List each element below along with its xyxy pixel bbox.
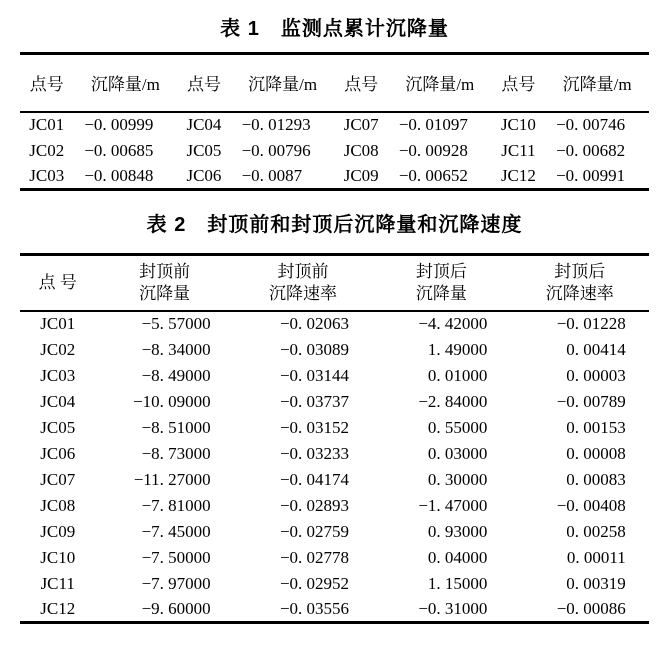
table-2-title: 表 2 封顶前和封顶后沉降量和沉降速度 xyxy=(146,213,523,236)
value-cell xyxy=(372,415,510,441)
table-row xyxy=(20,441,649,467)
point-id-cell: JC05 xyxy=(40,417,76,437)
value-cell xyxy=(372,311,510,337)
point-id-cell: JC08 xyxy=(343,140,379,160)
point-id-cell: JC10 xyxy=(40,547,76,567)
header-line: 沉降速率 xyxy=(269,283,338,303)
point-id-cell: JC11 xyxy=(501,140,536,160)
post-capping-settlement: 0. 03000 xyxy=(427,443,488,463)
header-line: 封顶后 xyxy=(415,261,467,281)
post-capping-settlement: −1. 47000 xyxy=(418,495,488,515)
point-id-cell: JC12 xyxy=(500,165,536,185)
point-id-cell: JC02 xyxy=(40,339,76,359)
value-cell xyxy=(372,363,510,389)
col-header-settlement: 沉降量/m xyxy=(90,75,160,95)
value-cell xyxy=(95,441,233,467)
value-cell xyxy=(511,571,649,597)
settlement-value: −0. 01293 xyxy=(241,115,311,134)
point-id-cell: JC09 xyxy=(343,165,379,185)
value-cell xyxy=(372,389,510,415)
header-line: 点 号 xyxy=(38,272,77,292)
post-capping-settlement: 0. 01000 xyxy=(427,365,488,385)
settlement-value: −0. 00991 xyxy=(556,165,626,185)
pre-capping-settlement: −8. 51000 xyxy=(141,417,211,437)
point-id-cell: JC02 xyxy=(29,140,65,160)
table-row xyxy=(20,467,649,493)
pre-capping-settlement: −7. 45000 xyxy=(141,521,211,541)
settlement-value: −0. 00682 xyxy=(556,140,626,160)
value-cell xyxy=(388,138,492,164)
header-line: 封顶前 xyxy=(139,261,191,281)
col-header-point-id: 点号 xyxy=(344,75,379,95)
col-header-point-id xyxy=(20,255,95,311)
pre-capping-rate: −0. 03152 xyxy=(279,417,350,437)
value-cell xyxy=(234,337,372,363)
value-cell xyxy=(234,311,372,337)
post-capping-rate: 0. 00414 xyxy=(566,339,626,359)
value-cell xyxy=(372,493,510,519)
post-capping-rate: 0. 00008 xyxy=(566,443,626,463)
settlement-value: −0. 0087 xyxy=(241,165,303,185)
value-cell xyxy=(234,519,372,545)
table-2-settlement-before-after-capping xyxy=(20,253,649,624)
post-capping-settlement: 0. 93000 xyxy=(427,521,488,541)
col-header-pre-capping-settlement-rate xyxy=(234,255,372,311)
value-cell xyxy=(511,597,649,623)
value-cell xyxy=(388,112,492,138)
table-row xyxy=(20,389,649,415)
post-capping-rate: 0. 00153 xyxy=(566,417,626,437)
post-capping-rate: 0. 00083 xyxy=(566,469,626,489)
post-capping-rate: −0. 00086 xyxy=(556,598,626,618)
value-cell xyxy=(545,112,649,138)
settlement-value: −0. 00746 xyxy=(556,115,626,134)
value-cell xyxy=(234,571,372,597)
col-header-settlement: 沉降量/m xyxy=(405,75,475,95)
table-row xyxy=(20,311,649,337)
value-cell xyxy=(95,363,233,389)
point-id-cell: JC03 xyxy=(29,165,65,185)
table-1-header-row xyxy=(20,54,649,112)
value-cell xyxy=(372,467,510,493)
value-cell xyxy=(511,311,649,337)
point-id-cell: JC10 xyxy=(500,115,536,134)
settlement-value: −0. 00848 xyxy=(84,165,154,185)
col-header-point-id: 点号 xyxy=(186,75,221,95)
pre-capping-settlement: −9. 60000 xyxy=(141,598,211,618)
post-capping-settlement: −2. 84000 xyxy=(418,391,488,411)
table-row xyxy=(20,415,649,441)
value-cell xyxy=(372,545,510,571)
pre-capping-settlement: −10. 09000 xyxy=(133,391,211,411)
value-cell xyxy=(372,441,510,467)
pre-capping-rate: −0. 02893 xyxy=(279,495,350,515)
table-row xyxy=(20,597,649,623)
value-cell xyxy=(95,519,233,545)
header-line: 封顶后 xyxy=(554,261,606,281)
value-cell xyxy=(511,467,649,493)
pre-capping-settlement: −8. 49000 xyxy=(141,365,211,385)
point-id-cell: JC12 xyxy=(40,598,76,618)
post-capping-settlement: −0. 31000 xyxy=(418,598,488,618)
value-cell xyxy=(95,467,233,493)
post-capping-settlement: 1. 15000 xyxy=(427,573,488,593)
pre-capping-settlement: −7. 81000 xyxy=(141,495,211,515)
point-id-cell: JC07 xyxy=(343,115,379,134)
value-cell xyxy=(234,363,372,389)
post-capping-settlement: 1. 49000 xyxy=(427,339,488,359)
value-cell xyxy=(234,389,372,415)
table-row xyxy=(20,363,649,389)
pre-capping-rate: −0. 02759 xyxy=(279,521,350,541)
col-header-point-id: 点号 xyxy=(501,75,536,95)
value-cell xyxy=(511,545,649,571)
value-cell xyxy=(511,519,649,545)
post-capping-settlement: −4. 42000 xyxy=(418,314,488,333)
pre-capping-rate: −0. 04174 xyxy=(279,469,350,489)
header-line: 沉降量 xyxy=(139,283,191,303)
pre-capping-settlement: −8. 34000 xyxy=(141,339,211,359)
value-cell xyxy=(545,138,649,164)
point-id-cell: JC09 xyxy=(40,521,76,541)
post-capping-rate: −0. 00789 xyxy=(556,391,626,411)
col-header-point-id: 点号 xyxy=(29,75,64,95)
value-cell xyxy=(95,337,233,363)
value-cell xyxy=(95,415,233,441)
pre-capping-settlement: −8. 73000 xyxy=(141,443,211,463)
settlement-value: −0. 00796 xyxy=(241,140,311,160)
value-cell xyxy=(95,311,233,337)
table-row xyxy=(20,571,649,597)
value-cell xyxy=(234,415,372,441)
value-cell xyxy=(372,519,510,545)
post-capping-rate: 0. 00011 xyxy=(566,547,626,567)
table-row xyxy=(20,493,649,519)
pre-capping-rate: −0. 02063 xyxy=(279,314,350,333)
header-line: 沉降量 xyxy=(415,283,467,303)
table-row xyxy=(20,164,649,190)
point-id-cell: JC11 xyxy=(40,573,75,593)
pre-capping-rate: −0. 03556 xyxy=(279,598,350,618)
value-cell xyxy=(231,138,335,164)
settlement-value: −0. 00999 xyxy=(84,115,154,134)
post-capping-rate: 0. 00003 xyxy=(566,365,626,385)
pre-capping-rate: −0. 03144 xyxy=(279,365,350,385)
value-cell xyxy=(234,597,372,623)
point-id-cell: JC07 xyxy=(40,469,76,489)
table-2-header-row xyxy=(20,255,649,311)
value-cell xyxy=(372,571,510,597)
pre-capping-rate: −0. 02778 xyxy=(279,547,350,567)
value-cell xyxy=(234,441,372,467)
point-id-cell: JC06 xyxy=(186,165,222,185)
table-row xyxy=(20,545,649,571)
value-cell xyxy=(95,389,233,415)
settlement-value: −0. 00685 xyxy=(84,140,154,160)
col-header-post-capping-settlement-rate xyxy=(511,255,649,311)
value-cell xyxy=(73,112,177,138)
col-header-settlement: 沉降量/m xyxy=(562,75,632,95)
settlement-value: −0. 00652 xyxy=(398,165,468,185)
col-header-post-capping-settlement xyxy=(372,255,510,311)
value-cell xyxy=(234,493,372,519)
settlement-value: −0. 00928 xyxy=(398,140,468,160)
post-capping-rate: 0. 00319 xyxy=(566,573,626,593)
point-id-cell: JC06 xyxy=(40,443,76,463)
value-cell xyxy=(231,164,335,190)
value-cell xyxy=(545,164,649,190)
point-id-cell: JC01 xyxy=(29,115,65,134)
table-row xyxy=(20,519,649,545)
point-id-cell: JC04 xyxy=(40,391,76,411)
point-id-cell: JC04 xyxy=(186,115,222,134)
post-capping-rate: 0. 00258 xyxy=(566,521,626,541)
value-cell xyxy=(511,415,649,441)
settlement-value: −0. 01097 xyxy=(398,115,468,134)
value-cell xyxy=(95,493,233,519)
post-capping-settlement: 0. 04000 xyxy=(427,547,488,567)
header-line: 沉降速率 xyxy=(545,283,614,303)
pre-capping-settlement: −11. 27000 xyxy=(133,469,211,489)
value-cell xyxy=(95,597,233,623)
point-id-cell: JC08 xyxy=(40,495,76,515)
header-line: 封顶前 xyxy=(277,261,329,281)
value-cell xyxy=(231,112,335,138)
col-header-settlement: 沉降量/m xyxy=(248,75,318,95)
value-cell xyxy=(511,389,649,415)
table-row xyxy=(20,337,649,363)
value-cell xyxy=(511,493,649,519)
value-cell xyxy=(511,337,649,363)
col-header-pre-capping-settlement xyxy=(95,255,233,311)
post-capping-rate: −0. 00408 xyxy=(556,495,626,515)
value-cell xyxy=(234,467,372,493)
pre-capping-rate: −0. 03089 xyxy=(279,339,350,359)
value-cell xyxy=(73,164,177,190)
value-cell xyxy=(511,441,649,467)
post-capping-settlement: 0. 30000 xyxy=(427,469,488,489)
value-cell xyxy=(234,545,372,571)
point-id-cell: JC03 xyxy=(40,365,76,385)
table-row xyxy=(20,138,649,164)
pre-capping-settlement: −7. 50000 xyxy=(141,547,211,567)
point-id-cell: JC01 xyxy=(40,314,76,333)
pre-capping-rate: −0. 02952 xyxy=(279,573,350,593)
post-capping-rate: −0. 01228 xyxy=(556,314,626,333)
pre-capping-settlement: −5. 57000 xyxy=(141,314,211,333)
value-cell xyxy=(73,138,177,164)
post-capping-settlement: 0. 55000 xyxy=(427,417,488,437)
value-cell xyxy=(95,571,233,597)
pre-capping-rate: −0. 03233 xyxy=(279,443,350,463)
table-row xyxy=(20,112,649,138)
pre-capping-rate: −0. 03737 xyxy=(279,391,350,411)
value-cell xyxy=(372,337,510,363)
table-1-cumulative-settlement xyxy=(20,52,649,191)
point-id-cell: JC05 xyxy=(186,140,222,160)
value-cell xyxy=(95,545,233,571)
value-cell xyxy=(388,164,492,190)
pre-capping-settlement: −7. 97000 xyxy=(141,573,211,593)
table-1-title: 表 1 监测点累计沉降量 xyxy=(220,17,449,40)
value-cell xyxy=(511,363,649,389)
value-cell xyxy=(372,597,510,623)
